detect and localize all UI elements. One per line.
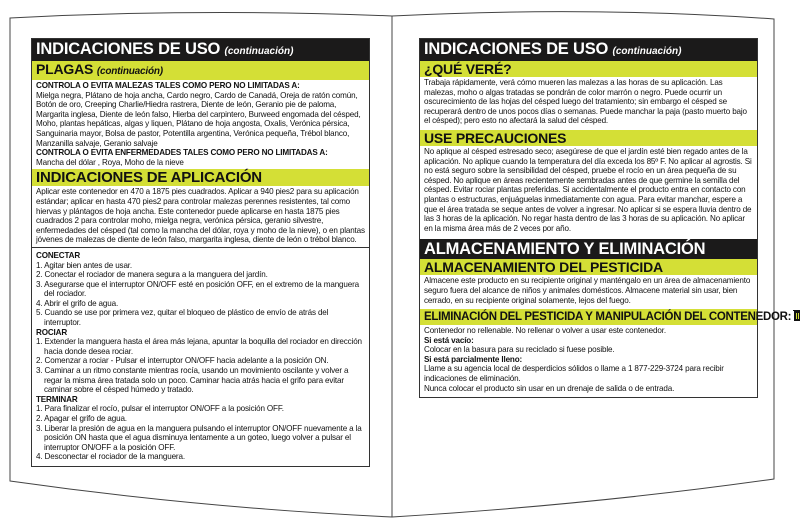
spray-step: 2. Comenzar a rociar - Pulsar el interruptor ON/OFF hacia adelante a la posición ON. [36,356,329,366]
connect-step: 1. Agitar bien antes de usar. [36,260,132,270]
usage-header-right [420,39,757,61]
what-see-header [420,61,757,77]
usage-continued: (continuación) [224,46,294,57]
precautions-header [420,130,757,146]
empty-text: Colocar en la basura para su reciclado si fuese posible. [424,345,615,355]
left-panel [31,38,370,467]
pests-continued: (continuación) [96,66,163,77]
pests-title: PLAGAS [36,61,94,77]
usage-header [32,39,369,61]
weeds-list: Mielga negra, Plátano de hoja ancha, Cardo negro, Cardo de Canadá, Oreja de ratón común, Botón de oro, Creeping Charlie/Hiedra rastrera, Diente de león, Geranio pie de paloma, Margarita inglesa, Diente de león falso, Hierba del carpintero, Burweed engomada del césped, Moho, plantas hepáticas, algas y liquen, Plátano de hoja angosta, Oxalis, Verónica pérsica, Sanguinaria mayor, Bolsa de pastor, Potentilla argentina, Verónica pequeña, Trébol blanco, Manzanilla salvaje, Geranio salvaje [36,90,361,148]
usage-title-right: INDICACIONES DE USO [424,40,609,58]
storage-title: ALMACENAMIENTO DEL PESTICIDA [424,259,663,276]
storage-disposal-header [420,239,757,259]
connect-step: 2. Conectar el rociador de manera segura a la manguera del jardín. [36,270,268,280]
disposal-header [420,309,792,325]
trash-can-icon [794,310,800,321]
partial-text: Llame a su agencia local de desperdicios sólidos o llame a 1 877-229-3724 para recibir indicaciones de eliminación. [424,364,724,384]
precautions-title: USE PRECAUCIONES [424,129,567,146]
spray-title: ROCIAR [36,327,68,337]
diseases-label: CONTROLA O EVITA ENFERMEDADES TALES COMO PERO NO LIMITADAS A: [36,148,328,158]
connect-step: 3. Asegurarse que el interruptor ON/OFF esté en posición OFF, en el extremo de la manguera del rociador. [36,279,360,299]
diseases-list: Mancha del dólar , Roya, Moho de la nieve [36,157,184,167]
finish-step: 1. Para finalizar el rocío, pulsar el interruptor ON/OFF a la posición OFF. [36,404,284,414]
disposal-intro: Contenedor no rellenable. No rellenar o volver a usar este contenedor. [424,326,666,336]
right-panel [419,38,792,398]
precautions-text: No aplique al césped estresado seco; asegúrese de que el jardín esté bien regado antes de la aplicación. No aplique cuando la temperatura del día exceda los 85º F. No aplicar al agrostis. Si no está seguro sobre la sensibilidad del césped, pruebe el rocío en un área pequeña de su césped. No aplique en áreas recientemente sembradas antes de que germine la semilla del césped. Evitar rociar plantas preferidas. Si accidentalmente el producto entra en contacto con plantas o estructuras, enjuáguelas inmediatamente con agua. Para evitar manchar, espere a que el área tratada se seque antes de volver a ingresar. No aplicar si se espera lluvia dentro de las 3 horas de la aplicación. No regar hasta dentro de las 3 horas de su aplicación. No aplicar en la misma área más de 2 veces por año. [424,146,752,233]
spray-step: 1. Extender la manguera hasta el área más lejana, apuntar la boquilla del rociador en dirección hacia donde desea rociar. [36,337,362,356]
usage-title: INDICACIONES DE USO [36,40,221,58]
storage-disposal-title: ALMACENAMIENTO Y ELIMINACIÓN [424,240,706,259]
connect-step: 5. Cuando se use por primera vez, quitar el bloqueo de plástico de envío de atrás del interruptor. [36,308,329,328]
spray-step: 3. Caminar a un ritmo constante mientras rocía, usando un movimiento oscilante y volver a regar la misma área tratada solo un poco. Caminar hacia atrás hacia el grifo para evitar caminar sobre el césped húmedo y tratado. [36,366,349,395]
what-see-title: ¿QUÉ VERÉ? [424,61,512,77]
finish-step: 4. Desconectar el rociador de la manguera. [36,452,185,462]
what-see-text: Trabaja rápidamente, verá cómo mueren las malezas a las horas de su aplicación. Las malezas, moho o algas tratadas se pondrán de color marrón o negro. Puede ocurrir un oscurecimiento de las hojas del césped luego del tratamiento; sin embargo el césped se recuperará dentro de unos pocos días o semanas. Puede manchar la paja (pasto muerto bajo el césped); pero esto no afectará la salud del césped. [424,78,747,126]
usage-continued-right: (continuación) [612,46,682,57]
pests-header [32,61,369,80]
application-text: Aplicar este contenedor en 470 a 1875 pies cuadrados. Aplicar a 940 pies2 para su aplicación estándar; aplicar en hasta 470 pies2 para controlar malezas perennes resistentes, tal como hiervas y plántagos de hoja ancha. Este contenedor puede aplicarse en hasta 1875 pies cuadrados 2 para controlar moho, mielga negra, verónica pérsica, geranio silvestre, enfermedades del césped (tal como la mancha del dólar, roya y moho de la nieve), o en plantas jóvenes de malezas de diente de león falso, margarita inglesa, diente de león o trébol blanco. [36,187,365,245]
instructions-section [32,247,369,466]
connect-step: 4. Abrir el grifo de agua. [36,298,119,308]
finish-step: 3. Liberar la presión de agua en la manguera pulsando el interruptor ON/OFF nuevamente a la posición ON hasta que el agua disminuya lentamente a un goteo, luego volver a pulsar el interruptor ON/OFF a la posición OFF. [36,423,362,452]
pests-body [32,80,369,169]
disposal-title: ELIMINACIÓN DEL PESTICIDA Y MANIPULACIÓN DEL CONTENEDOR: [424,311,792,324]
finish-title: TERMINAR [36,394,78,404]
weeds-label: CONTROLA O EVITA MALEZAS TALES COMO PERO NO LIMITADAS A: [36,81,300,90]
empty-label: Si está vacío: [424,335,474,345]
partial-label: Si está parcialmente lleno: [424,354,523,364]
storage-text: Almacene este producto en su recipiente original y manténgalo en un área de almacenamiento seguro fuera del alcance de niños y animales domésticos. Almacene material sin usar, bien cerrado, en su recipiente original solamente, lejos del fuego. [424,276,751,305]
application-header [32,169,369,186]
never-text: Nunca colocar el producto sin usar en un drenaje de salida o de entrada. [424,383,675,393]
storage-header [420,259,757,275]
finish-step: 2. Apagar el grifo de agua. [36,414,127,423]
connect-title: CONECTAR [36,250,81,260]
disposal-body [420,325,757,397]
application-title: INDICACIONES DE APLICACIÓN [36,169,262,187]
